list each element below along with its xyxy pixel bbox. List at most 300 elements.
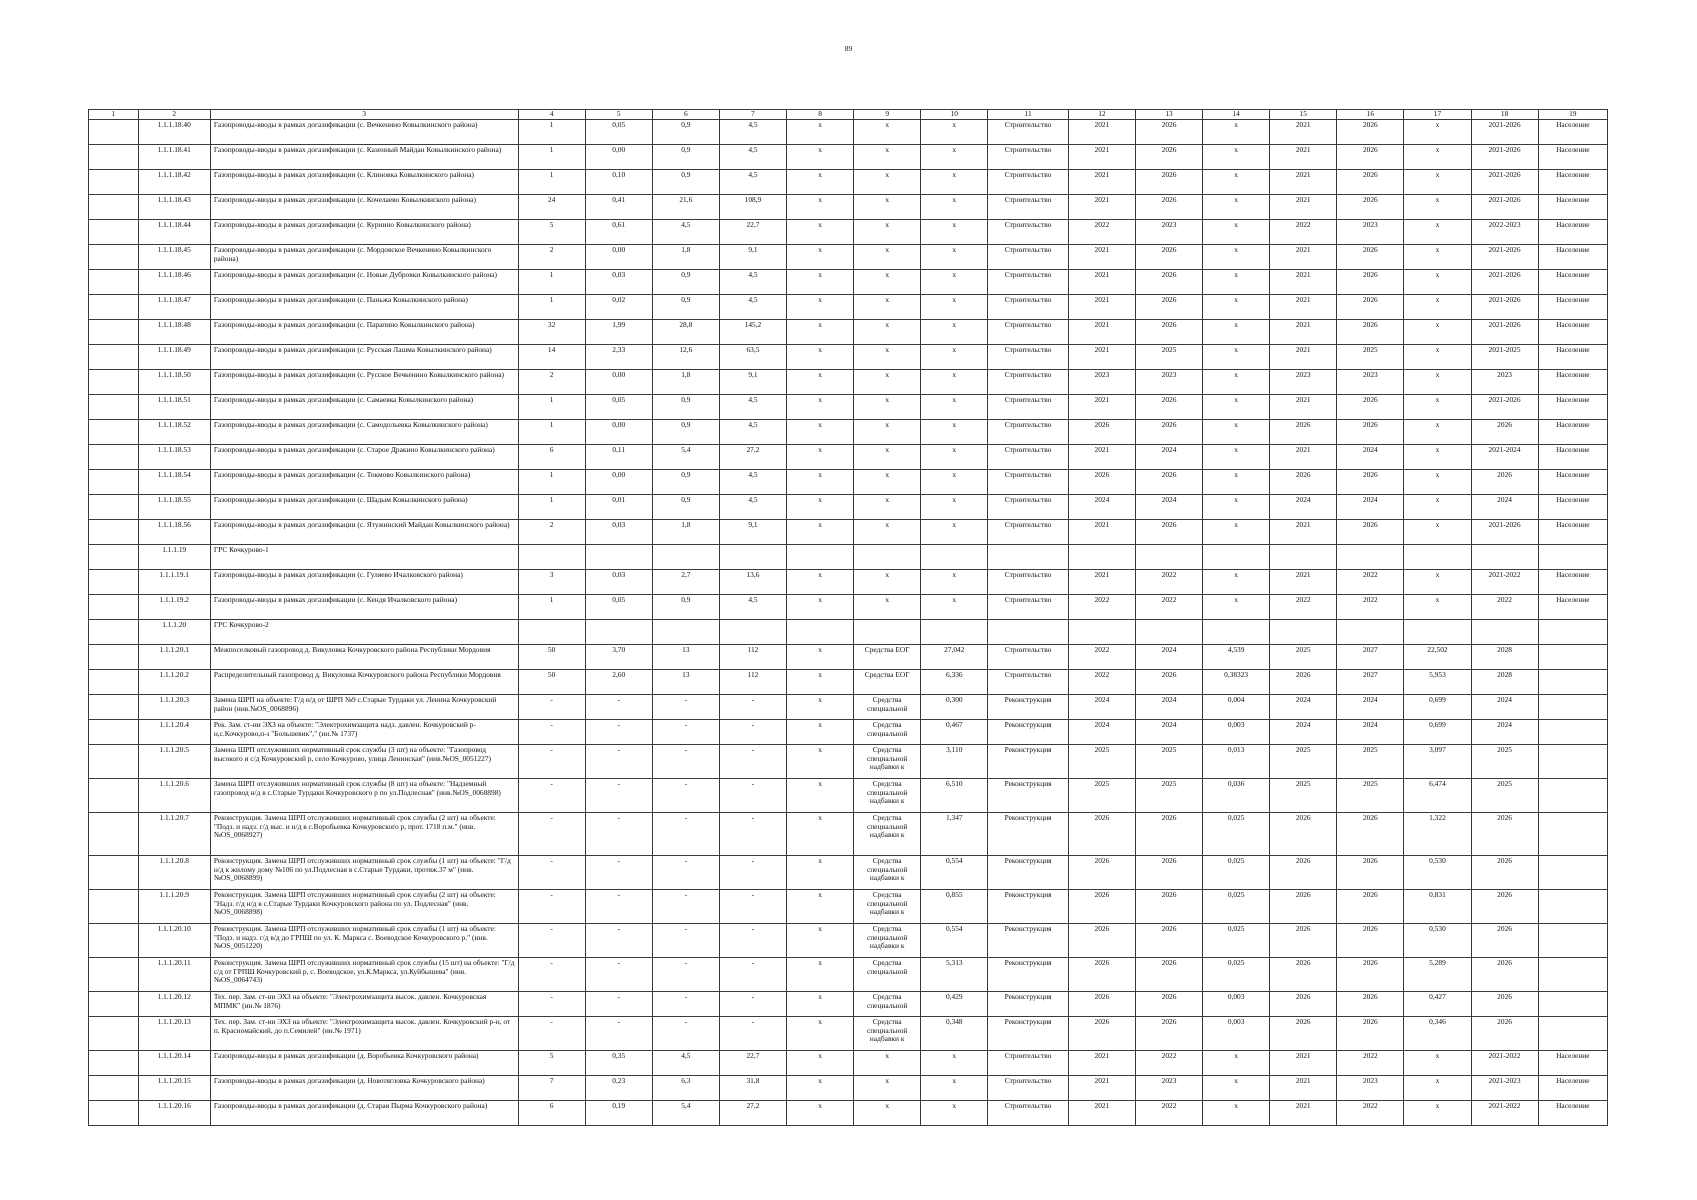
cell-col-17: x (1404, 345, 1471, 370)
cell-col-17: 6,474 (1404, 779, 1471, 813)
column-header-5: 5 (585, 110, 652, 120)
cell-col-14: 4,539 (1203, 645, 1270, 670)
cell-col-8: x (787, 595, 854, 620)
cell-item-code: 1.1.1.18.50 (138, 370, 210, 395)
cell-col-10: 0,300 (921, 695, 988, 720)
cell-object-name: Реконструкция. Замена ШРП отслуживших нормативный срок службы (1 шт) на объекте: "Г/д н/д к жилому дому №106 по ул.Подлесная в с.Старые Турдаки, протяж.37 м" (инв.№OS_0068899) (210, 856, 518, 890)
table-row (89, 570, 1608, 595)
table-row (89, 1101, 1608, 1126)
cell-col-8: x (787, 1017, 854, 1051)
cell-period: 2021-2026 (1471, 195, 1538, 220)
cell-col-5: 0,03 (585, 520, 652, 545)
cell-col-17: x (1404, 270, 1471, 295)
cell-col-10: x (921, 145, 988, 170)
cell-col-5: 0,61 (585, 220, 652, 245)
column-header-3: 3 (210, 110, 518, 120)
cell-col-6: 0,9 (652, 145, 719, 170)
cell-col-17: x (1404, 170, 1471, 195)
cell-row-index (89, 992, 139, 1017)
cell-col-6: 1,8 (652, 370, 719, 395)
column-header-1: 1 (89, 110, 139, 120)
cell-col-4: - (518, 813, 585, 856)
cell-col-6: - (652, 890, 719, 924)
table-row (89, 370, 1608, 395)
cell-consumer: Население (1538, 420, 1607, 445)
cell-col-14: 0,013 (1203, 745, 1270, 779)
cell-col-10: x (921, 295, 988, 320)
cell-item-code: 1.1.1.19.1 (138, 570, 210, 595)
cell-col-7: 108,9 (719, 195, 786, 220)
cell-col-16: 2023 (1337, 220, 1404, 245)
cell-col-6: 0,9 (652, 420, 719, 445)
cell-period: 2021-2026 (1471, 270, 1538, 295)
cell-col-13: 2022 (1135, 1051, 1202, 1076)
cell-col-5: 0,00 (585, 420, 652, 445)
cell-consumer (1538, 645, 1607, 670)
cell-col-7: - (719, 695, 786, 720)
cell-col-12: 2025 (1068, 779, 1135, 813)
cell-row-index (89, 1051, 139, 1076)
cell-row-index (89, 370, 139, 395)
cell-col-16: 2026 (1337, 924, 1404, 958)
cell-item-code: 1.1.1.18.48 (138, 320, 210, 345)
cell-col-10: 0,554 (921, 856, 988, 890)
cell-col-6: 2,7 (652, 570, 719, 595)
cell-period: 2021-2026 (1471, 520, 1538, 545)
column-header-7: 7 (719, 110, 786, 120)
cell-funding-source: x (854, 470, 921, 495)
cell-col-5: 0,03 (585, 270, 652, 295)
cell-object-name: Газопроводы-вводы в рамках догазификации (с. Кендя Ичалковского района) (210, 595, 518, 620)
cell-object-name: Реконструкция. Замена ШРП отслуживших нормативный срок службы (2 шт) на объекте: "Надз. г/д н/д в с.Старые Турдаки Кочкуровского района по ул. Подлесная" (инв.№OS_0068898) (210, 890, 518, 924)
cell-col-14: 0,003 (1203, 720, 1270, 745)
cell-col-7: 4,5 (719, 295, 786, 320)
cell-col-7: - (719, 779, 786, 813)
cell-col-7: 4,5 (719, 270, 786, 295)
cell-col-7: - (719, 813, 786, 856)
cell-col-8: x (787, 924, 854, 958)
cell-col-14: 0,004 (1203, 695, 1270, 720)
cell-col-6: 21,6 (652, 195, 719, 220)
cell-col-10: 6,510 (921, 779, 988, 813)
cell-col-7: 22,7 (719, 220, 786, 245)
cell-col-16: 2025 (1337, 745, 1404, 779)
cell-consumer (1538, 620, 1607, 645)
cell-col-13: 2023 (1135, 220, 1202, 245)
cell-period (1471, 545, 1538, 570)
cell-work-type: Строительство (988, 245, 1069, 270)
cell-funding-source: x (854, 220, 921, 245)
cell-col-7: - (719, 720, 786, 745)
cell-col-15: 2023 (1270, 370, 1337, 395)
table-row (89, 890, 1608, 924)
cell-col-14: x (1203, 1051, 1270, 1076)
cell-funding-source: x (854, 1101, 921, 1126)
cell-col-5: 2,60 (585, 670, 652, 695)
cell-col-10: 0,429 (921, 992, 988, 1017)
cell-col-10: x (921, 245, 988, 270)
cell-col-12: 2021 (1068, 1101, 1135, 1126)
cell-funding-source: Средства ЕОГ (854, 670, 921, 695)
column-header-9: 9 (854, 110, 921, 120)
header-row (89, 110, 1608, 120)
cell-funding-source: x (854, 345, 921, 370)
cell-consumer: Население (1538, 120, 1607, 145)
cell-consumer: Население (1538, 295, 1607, 320)
table-row (89, 720, 1608, 745)
cell-col-14: 0,025 (1203, 813, 1270, 856)
cell-work-type: Строительство (988, 645, 1069, 670)
cell-col-14 (1203, 620, 1270, 645)
cell-col-14: x (1203, 570, 1270, 595)
cell-funding-source: x (854, 570, 921, 595)
table-row (89, 170, 1608, 195)
cell-col-4: 7 (518, 1076, 585, 1101)
cell-funding-source (854, 545, 921, 570)
cell-item-code: 1.1.1.20.4 (138, 720, 210, 745)
cell-col-7 (719, 620, 786, 645)
cell-col-4: 2 (518, 370, 585, 395)
cell-funding-source: Средства специальной надбавки к (854, 890, 921, 924)
cell-col-13: 2026 (1135, 295, 1202, 320)
cell-col-13: 2022 (1135, 595, 1202, 620)
cell-col-7: 9,1 (719, 520, 786, 545)
cell-item-code: 1.1.1.20.7 (138, 813, 210, 856)
cell-col-17: 0,530 (1404, 924, 1471, 958)
cell-col-10: x (921, 1051, 988, 1076)
cell-col-7: - (719, 745, 786, 779)
cell-col-17: x (1404, 395, 1471, 420)
table-row (89, 420, 1608, 445)
cell-col-17: x (1404, 1051, 1471, 1076)
cell-col-10: x (921, 195, 988, 220)
cell-work-type: Строительство (988, 445, 1069, 470)
cell-item-code: 1.1.1.18.45 (138, 245, 210, 270)
cell-col-5: 0,41 (585, 195, 652, 220)
cell-work-type: Реконструкция (988, 890, 1069, 924)
cell-funding-source: x (854, 1051, 921, 1076)
cell-col-13: 2026 (1135, 958, 1202, 992)
cell-item-code: 1.1.1.20.8 (138, 856, 210, 890)
cell-col-8: x (787, 270, 854, 295)
cell-period: 2026 (1471, 958, 1538, 992)
cell-col-4: 1 (518, 170, 585, 195)
cell-col-17 (1404, 620, 1471, 645)
cell-col-6: 12,6 (652, 345, 719, 370)
column-header-6: 6 (652, 110, 719, 120)
cell-object-name: Газопроводы-вводы в рамках догазификации (с. Русская Лашма Ковылкинского района) (210, 345, 518, 370)
cell-object-name: Распределительный газопровод д. Викуловка Кочкуровского района Республики Мордовия (210, 670, 518, 695)
cell-col-4: 3 (518, 570, 585, 595)
cell-col-14: x (1203, 370, 1270, 395)
cell-col-13: 2026 (1135, 120, 1202, 145)
cell-row-index (89, 670, 139, 695)
cell-col-7: 9,1 (719, 370, 786, 395)
cell-col-5: 0,00 (585, 370, 652, 395)
cell-item-code: 1.1.1.20.15 (138, 1076, 210, 1101)
cell-funding-source: x (854, 520, 921, 545)
cell-col-8: x (787, 520, 854, 545)
cell-col-17: x (1404, 570, 1471, 595)
cell-work-type: Реконструкция (988, 779, 1069, 813)
cell-col-17: x (1404, 245, 1471, 270)
cell-col-15: 2026 (1270, 924, 1337, 958)
table-row (89, 779, 1608, 813)
cell-work-type: Строительство (988, 145, 1069, 170)
cell-period: 2021-2023 (1471, 1076, 1538, 1101)
cell-col-13: 2023 (1135, 370, 1202, 395)
cell-col-12: 2025 (1068, 745, 1135, 779)
cell-row-index (89, 295, 139, 320)
cell-col-8: x (787, 958, 854, 992)
cell-funding-source: x (854, 295, 921, 320)
cell-row-index (89, 420, 139, 445)
cell-row-index (89, 595, 139, 620)
cell-col-8: x (787, 245, 854, 270)
cell-col-16: 2022 (1337, 570, 1404, 595)
cell-col-17: x (1404, 595, 1471, 620)
cell-funding-source: Средства специальной (854, 958, 921, 992)
cell-work-type: Строительство (988, 370, 1069, 395)
cell-period: 2021-2026 (1471, 120, 1538, 145)
cell-col-4: 50 (518, 670, 585, 695)
column-header-15: 15 (1270, 110, 1337, 120)
cell-work-type (988, 620, 1069, 645)
cell-col-8: x (787, 120, 854, 145)
cell-col-14: x (1203, 420, 1270, 445)
cell-col-10: x (921, 570, 988, 595)
cell-consumer (1538, 670, 1607, 695)
cell-object-name: Замена ШРП отслуживших нормативный срок службы (3 шт) на объекте: "Газопровод высокого и с/д Кочкуровский р, село Кочкурово, улица Ленинская" (инв.№OS_0051227) (210, 745, 518, 779)
cell-col-4: - (518, 890, 585, 924)
cell-col-7: - (719, 958, 786, 992)
cell-col-7: 4,5 (719, 470, 786, 495)
cell-col-6: - (652, 720, 719, 745)
cell-col-5: 0,01 (585, 495, 652, 520)
cell-period: 2023 (1471, 370, 1538, 395)
cell-col-6 (652, 545, 719, 570)
cell-consumer: Население (1538, 345, 1607, 370)
cell-col-16: 2026 (1337, 295, 1404, 320)
cell-col-14: x (1203, 345, 1270, 370)
cell-col-12: 2026 (1068, 470, 1135, 495)
cell-consumer: Население (1538, 195, 1607, 220)
cell-consumer: Население (1538, 370, 1607, 395)
cell-col-8: x (787, 645, 854, 670)
cell-object-name: Тех. пер. Зам. ст-ии ЭХЗ на объекте: "Электрохимзащита высок. давлен. Кочкуровский р-н, от п. Красномайский, до п.Семилей" (ин.№ 1971) (210, 1017, 518, 1051)
cell-col-7: 4,5 (719, 595, 786, 620)
cell-col-4: 24 (518, 195, 585, 220)
cell-col-14: x (1203, 320, 1270, 345)
cell-col-8: x (787, 1101, 854, 1126)
cell-col-14: x (1203, 170, 1270, 195)
cell-col-14: x (1203, 595, 1270, 620)
cell-object-name: Газопроводы-вводы в рамках догазификации (с. Самаевка Ковылкинского района) (210, 395, 518, 420)
cell-col-14: x (1203, 145, 1270, 170)
cell-consumer: Население (1538, 520, 1607, 545)
cell-col-4: 1 (518, 595, 585, 620)
table-row (89, 856, 1608, 890)
table-row (89, 958, 1608, 992)
cell-col-5: - (585, 813, 652, 856)
cell-col-16: 2024 (1337, 695, 1404, 720)
cell-col-15: 2024 (1270, 720, 1337, 745)
cell-consumer: Население (1538, 145, 1607, 170)
cell-col-16: 2026 (1337, 270, 1404, 295)
cell-funding-source: x (854, 145, 921, 170)
cell-col-15: 2021 (1270, 120, 1337, 145)
cell-object-name: Замена ШРП отслуживших нормативный срок службы (8 шт) на объекте: "Надземный газопровод н/д в с.Старые Турдаки Кочкуровского р по ул.Подлесная" (инв.№OS_0068898) (210, 779, 518, 813)
cell-col-14: x (1203, 445, 1270, 470)
cell-funding-source: Средства специальной надбавки к (854, 1017, 921, 1051)
cell-item-code: 1.1.1.18.47 (138, 295, 210, 320)
table-row (89, 520, 1608, 545)
cell-consumer (1538, 890, 1607, 924)
cell-col-12: 2021 (1068, 195, 1135, 220)
cell-col-14: 0,025 (1203, 924, 1270, 958)
cell-col-16: 2026 (1337, 320, 1404, 345)
cell-row-index (89, 545, 139, 570)
cell-consumer: Население (1538, 595, 1607, 620)
cell-item-code: 1.1.1.20.12 (138, 992, 210, 1017)
cell-col-4: - (518, 695, 585, 720)
cell-col-8: x (787, 170, 854, 195)
cell-row-index (89, 1017, 139, 1051)
cell-col-6: - (652, 779, 719, 813)
cell-col-13: 2026 (1135, 670, 1202, 695)
cell-col-17: x (1404, 370, 1471, 395)
cell-col-15 (1270, 545, 1337, 570)
cell-col-15: 2026 (1270, 1017, 1337, 1051)
cell-col-10: x (921, 420, 988, 445)
cell-col-6 (652, 620, 719, 645)
cell-col-10: 27,042 (921, 645, 988, 670)
cell-col-14: 0,38323 (1203, 670, 1270, 695)
cell-col-15: 2021 (1270, 520, 1337, 545)
cell-col-14 (1203, 545, 1270, 570)
cell-col-14: 0,003 (1203, 1017, 1270, 1051)
cell-col-17: x (1404, 1076, 1471, 1101)
table-row (89, 195, 1608, 220)
cell-col-17: 3,097 (1404, 745, 1471, 779)
cell-col-10: 6,336 (921, 670, 988, 695)
cell-col-4: 1 (518, 495, 585, 520)
cell-col-5: - (585, 992, 652, 1017)
cell-col-12: 2021 (1068, 520, 1135, 545)
cell-col-15: 2021 (1270, 1051, 1337, 1076)
cell-col-15: 2025 (1270, 645, 1337, 670)
cell-col-14: x (1203, 245, 1270, 270)
cell-col-8: x (787, 345, 854, 370)
cell-col-13: 2026 (1135, 245, 1202, 270)
cell-col-13 (1135, 545, 1202, 570)
table-row (89, 745, 1608, 779)
cell-col-13: 2024 (1135, 445, 1202, 470)
cell-col-7: 112 (719, 670, 786, 695)
cell-row-index (89, 745, 139, 779)
cell-col-10: x (921, 170, 988, 195)
cell-funding-source: Средства специальной надбавки к (854, 856, 921, 890)
cell-col-7: - (719, 992, 786, 1017)
cell-col-17: 0,699 (1404, 695, 1471, 720)
cell-object-name: Газопроводы-вводы в рамках догазификации (с. Самодольевка Ковылкинского района) (210, 420, 518, 445)
cell-funding-source: x (854, 195, 921, 220)
cell-col-16: 2026 (1337, 420, 1404, 445)
cell-col-15: 2026 (1270, 813, 1337, 856)
cell-col-8: x (787, 779, 854, 813)
cell-object-name: Газопроводы-вводы в рамках догазификации (с. Кочелаево Ковылкинского района) (210, 195, 518, 220)
cell-funding-source: Средства ЕОГ (854, 645, 921, 670)
cell-col-12: 2021 (1068, 145, 1135, 170)
cell-item-code: 1.1.1.20.10 (138, 924, 210, 958)
table-row (89, 470, 1608, 495)
cell-consumer (1538, 695, 1607, 720)
cell-col-10: x (921, 520, 988, 545)
cell-col-10: x (921, 270, 988, 295)
cell-col-16: 2023 (1337, 1076, 1404, 1101)
cell-col-15: 2021 (1270, 570, 1337, 595)
cell-col-4: 5 (518, 1051, 585, 1076)
cell-object-name: Газопроводы-вводы в рамках догазификации (с. Токмово Ковылкинского района) (210, 470, 518, 495)
cell-col-15: 2025 (1270, 779, 1337, 813)
cell-col-8 (787, 620, 854, 645)
cell-col-14: x (1203, 220, 1270, 245)
cell-col-17: x (1404, 320, 1471, 345)
cell-col-13: 2026 (1135, 924, 1202, 958)
cell-col-5: - (585, 745, 652, 779)
cell-col-5: 0,00 (585, 245, 652, 270)
cell-consumer: Население (1538, 1076, 1607, 1101)
cell-object-name: Газопроводы-вводы в рамках догазификации (д. Новотягловка Кочкуровского района) (210, 1076, 518, 1101)
cell-col-17: x (1404, 195, 1471, 220)
cell-col-4 (518, 620, 585, 645)
cell-funding-source (854, 620, 921, 645)
cell-col-4: 2 (518, 245, 585, 270)
cell-col-6: 0,9 (652, 595, 719, 620)
cell-col-8: x (787, 992, 854, 1017)
cell-col-10: x (921, 495, 988, 520)
cell-col-15: 2021 (1270, 445, 1337, 470)
cell-col-12 (1068, 620, 1135, 645)
table-row (89, 445, 1608, 470)
cell-funding-source: x (854, 245, 921, 270)
cell-col-4: 50 (518, 645, 585, 670)
cell-col-12: 2026 (1068, 856, 1135, 890)
cell-work-type: Строительство (988, 1076, 1069, 1101)
cell-row-index (89, 120, 139, 145)
cell-object-name: Тех. пер. Зам. ст-ии ЭХЗ на объекте: "Электрохимзащита высок. давлен. Кочкуровская МПМК" (ин.№ 1876) (210, 992, 518, 1017)
cell-col-6: - (652, 856, 719, 890)
cell-work-type: Реконструкция (988, 813, 1069, 856)
cell-col-7: 22,7 (719, 1051, 786, 1076)
cell-col-5: - (585, 695, 652, 720)
cell-col-7: 4,5 (719, 170, 786, 195)
cell-col-4: 14 (518, 345, 585, 370)
cell-col-10: 3,110 (921, 745, 988, 779)
cell-col-6: 4,5 (652, 220, 719, 245)
cell-object-name: Газопроводы-вводы в рамках догазификации (с. Паньжа Ковылкинского района) (210, 295, 518, 320)
cell-work-type: Строительство (988, 120, 1069, 145)
cell-consumer: Население (1538, 495, 1607, 520)
cell-col-12: 2026 (1068, 813, 1135, 856)
cell-col-12: 2021 (1068, 120, 1135, 145)
column-header-13: 13 (1135, 110, 1202, 120)
cell-funding-source: Средства специальной надбавки к (854, 779, 921, 813)
cell-item-code: 1.1.1.20.5 (138, 745, 210, 779)
cell-col-13: 2026 (1135, 395, 1202, 420)
cell-col-16: 2022 (1337, 595, 1404, 620)
cell-col-12 (1068, 545, 1135, 570)
